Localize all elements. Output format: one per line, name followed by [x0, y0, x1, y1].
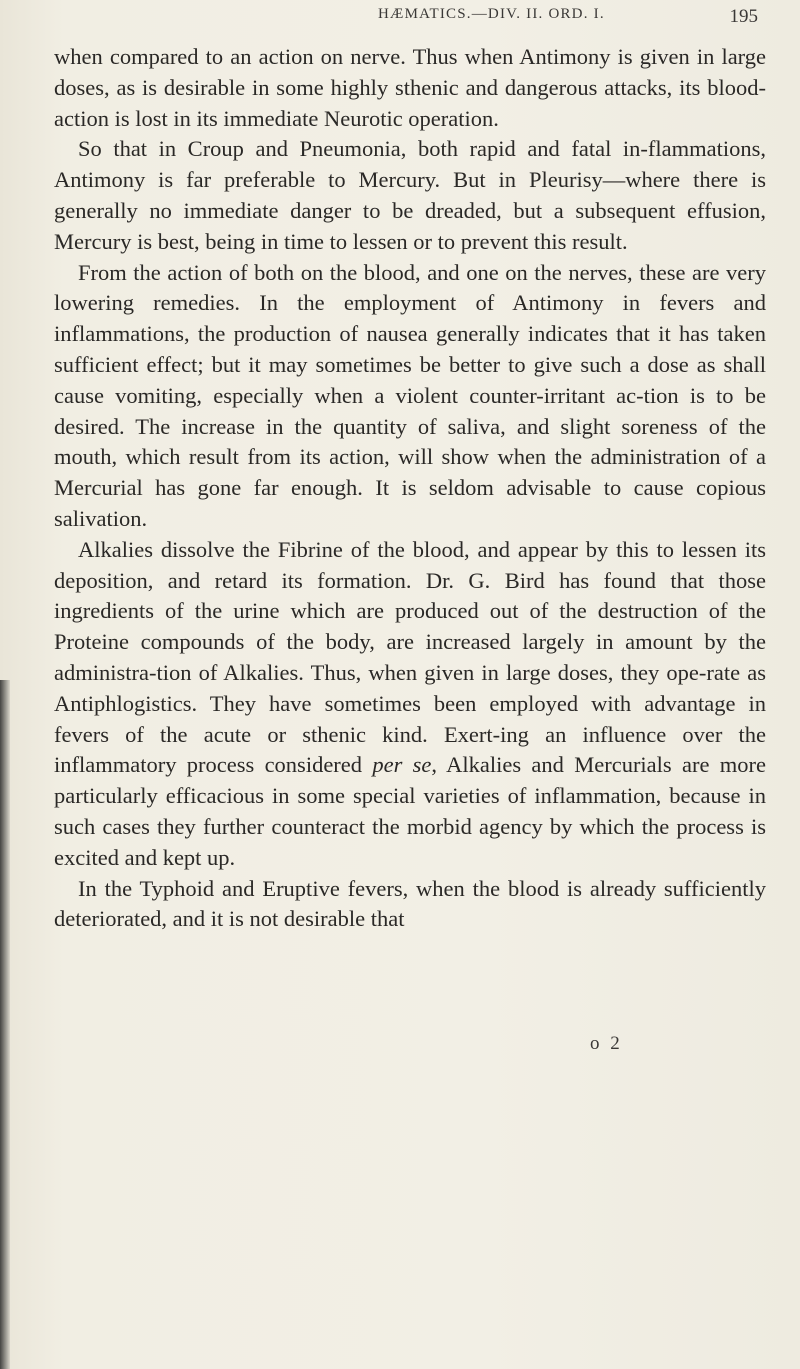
paragraph	[54, 258, 766, 535]
text-segment: when compared to an action on nerve. Thus when Antimony is given in large doses, as is desirable in some highly sthenic and dangerous attacks, its blood-action is lost in its immediate Neurotic operation.	[54, 44, 766, 131]
text-segment: In the Typhoid and Eruptive fevers, when the blood is already sufficiently deteriorated, and it is not desirable that	[54, 875, 766, 932]
paragraph	[54, 134, 766, 257]
running-head: HÆMATICS.—DIV. II. ORD. I.	[378, 6, 605, 22]
text-segment: Alkalies dissolve the Fibrine of the blood, and appear by this to lessen its deposition, and retard its formation. Dr. G. Bird has found that those ingredients of the urine which are produced out of the destruction of the Proteine compounds of the body, are increased largely in amount by the administra-tion of Alkalies. Thus, when given in large doses, they ope-rate as Antiphlogistics. They have sometimes been employed with advantage in fevers of the acute or sthenic kind. Exert-ing an influence over the inflammatory process considered	[54, 536, 766, 778]
paragraph	[54, 874, 766, 936]
paragraph	[54, 42, 766, 134]
page-edge-shadow	[0, 680, 10, 1369]
body-text	[54, 42, 766, 935]
text-segment: , Alkalies and Mercurials are more particularly efficacious in some special varieties of inflammation, because in such cases they further counteract the morbid agency by which the process is excited and kept up.	[54, 752, 767, 870]
page-header	[48, 6, 758, 36]
text-segment: From the action of both on the blood, and one on the nerves, these are very lowering remedies. In the employment of Antimony in fevers and inflammations, the production of nausea generally indicates that it has taken sufficient effect; but it may sometimes be better to give such a dose as shall cause vomiting, especially when a violent counter-irritant ac-tion is to be desired. The increase in the quantity of saliva, and slight soreness of the mouth, which result from its action, will show when the administration of a Mercurial has gone far enough. It is seldom advisable to cause copious salivation.	[54, 259, 766, 531]
text-segment: So that in Croup and Pneumonia, both rapid and fatal in-flammations, Antimony is far preferable to Mercury. But in Pleurisy—where there is generally no immediate danger to be dreaded, but a subsequent effusion, Mercury is best, being in time to lessen or to prevent this result.	[54, 136, 766, 254]
signature-mark: o 2	[590, 1033, 623, 1054]
paragraph	[54, 535, 766, 874]
italic-phrase: per se	[372, 752, 432, 778]
page-number: 195	[729, 6, 758, 27]
